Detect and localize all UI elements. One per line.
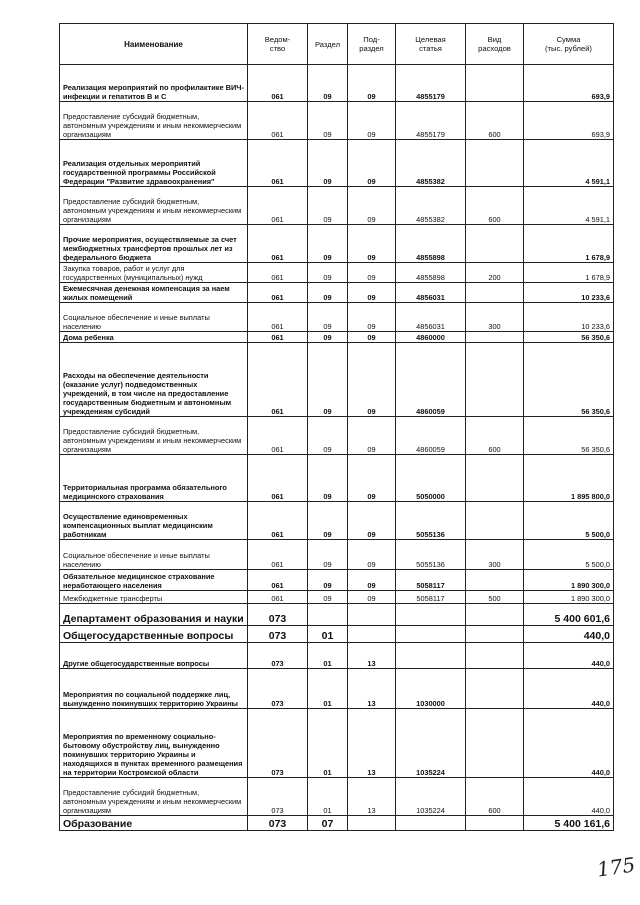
row-article: 4855179 bbox=[396, 65, 466, 102]
row-expense-type: 600 bbox=[466, 778, 524, 816]
row-article: 4855898 bbox=[396, 225, 466, 263]
row-subsection: 09 bbox=[348, 303, 396, 332]
row-expense-type bbox=[466, 455, 524, 502]
row-section: 09 bbox=[308, 332, 348, 343]
row-subsection: 09 bbox=[348, 502, 396, 540]
row-subsection: 13 bbox=[348, 778, 396, 816]
row-expense-type bbox=[466, 816, 524, 831]
row-article: 4855382 bbox=[396, 140, 466, 187]
row-amount: 440,0 bbox=[524, 778, 614, 816]
row-amount: 5 500,0 bbox=[524, 540, 614, 570]
row-name: Общегосударственные вопросы bbox=[60, 626, 248, 643]
table-row bbox=[60, 332, 614, 343]
row-section: 01 bbox=[308, 778, 348, 816]
row-amount: 1 890 300,0 bbox=[524, 591, 614, 604]
row-amount: 693,9 bbox=[524, 102, 614, 140]
row-article: 1035224 bbox=[396, 709, 466, 778]
row-dept: 061 bbox=[248, 455, 308, 502]
row-subsection bbox=[348, 816, 396, 831]
row-expense-type bbox=[466, 225, 524, 263]
row-name: Предоставление субсидий бюджетным, автономным учреждениям и иным некоммерческим организациям bbox=[60, 102, 248, 140]
row-amount: 10 233,6 bbox=[524, 303, 614, 332]
table-row bbox=[60, 570, 614, 591]
row-dept: 061 bbox=[248, 502, 308, 540]
page-number: 175 bbox=[595, 852, 637, 882]
row-subsection: 09 bbox=[348, 263, 396, 283]
row-name: Реализация отдельных мероприятий государственной программы Российской Федерации "Развитие здравоохранения" bbox=[60, 140, 248, 187]
row-subsection: 13 bbox=[348, 669, 396, 709]
row-subsection: 09 bbox=[348, 225, 396, 263]
row-section: 09 bbox=[308, 187, 348, 225]
row-article bbox=[396, 626, 466, 643]
row-article: 1035224 bbox=[396, 778, 466, 816]
table-row bbox=[60, 591, 614, 604]
table-row bbox=[60, 343, 614, 417]
row-section: 09 bbox=[308, 343, 348, 417]
row-section: 09 bbox=[308, 455, 348, 502]
row-name: Предоставление субсидий бюджетным, автономным учреждениям и иным некоммерческим организациям bbox=[60, 778, 248, 816]
row-expense-type bbox=[466, 643, 524, 669]
table-header-row bbox=[60, 24, 614, 65]
row-dept: 061 bbox=[248, 343, 308, 417]
row-dept: 061 bbox=[248, 187, 308, 225]
row-expense-type bbox=[466, 626, 524, 643]
row-dept: 073 bbox=[248, 709, 308, 778]
row-section: 09 bbox=[308, 283, 348, 303]
row-name: Осуществление единовременных компенсационных выплат медицинским работникам bbox=[60, 502, 248, 540]
table-row bbox=[60, 283, 614, 303]
row-section: 09 bbox=[308, 417, 348, 455]
header-subsection: Под- раздел bbox=[348, 24, 396, 65]
row-section: 09 bbox=[308, 65, 348, 102]
table-row bbox=[60, 540, 614, 570]
row-subsection: 09 bbox=[348, 591, 396, 604]
row-expense-type bbox=[466, 570, 524, 591]
row-subsection: 13 bbox=[348, 709, 396, 778]
row-subsection: 09 bbox=[348, 417, 396, 455]
row-section bbox=[308, 604, 348, 626]
row-name: Расходы на обеспечение деятельности (оказание услуг) подведомственных учреждений, в том числе на предоставление государственным бюджетным и автономным учреждениям субсидий bbox=[60, 343, 248, 417]
row-amount: 5 500,0 bbox=[524, 502, 614, 540]
row-article: 5058117 bbox=[396, 570, 466, 591]
row-name: Мероприятия по социальной поддержке лиц, вынужденно покинувших территорию Украины bbox=[60, 669, 248, 709]
header-section: Раздел bbox=[308, 24, 348, 65]
header-article: Целевая статья bbox=[396, 24, 466, 65]
row-name: Мероприятия по временному социально-бытовому обустройству лиц, вынужденно покинувших территорию Украины и находящихся в пунктах временного размещения на территории Костромской области bbox=[60, 709, 248, 778]
row-section: 01 bbox=[308, 709, 348, 778]
budget-table bbox=[59, 23, 614, 831]
row-expense-type: 500 bbox=[466, 591, 524, 604]
row-section: 09 bbox=[308, 502, 348, 540]
row-section: 01 bbox=[308, 669, 348, 709]
row-article: 4860000 bbox=[396, 332, 466, 343]
row-expense-type bbox=[466, 332, 524, 343]
row-article: 4856031 bbox=[396, 283, 466, 303]
row-article: 4855179 bbox=[396, 102, 466, 140]
table-row bbox=[60, 102, 614, 140]
row-subsection: 09 bbox=[348, 332, 396, 343]
row-article: 5055136 bbox=[396, 540, 466, 570]
row-subsection: 13 bbox=[348, 643, 396, 669]
row-article bbox=[396, 816, 466, 831]
row-subsection bbox=[348, 626, 396, 643]
row-article: 4860059 bbox=[396, 343, 466, 417]
row-name: Прочие мероприятия, осуществляемые за счет межбюджетных трансфертов прошлых лет из федерального бюджета bbox=[60, 225, 248, 263]
row-dept: 073 bbox=[248, 778, 308, 816]
row-dept: 061 bbox=[248, 283, 308, 303]
row-name: Департамент образования и науки bbox=[60, 604, 248, 626]
row-subsection: 09 bbox=[348, 283, 396, 303]
table-row bbox=[60, 225, 614, 263]
row-expense-type bbox=[466, 65, 524, 102]
row-name: Реализация мероприятий по профилактике ВИЧ-инфекции и гепатитов В и С bbox=[60, 65, 248, 102]
row-article: 5050000 bbox=[396, 455, 466, 502]
table-row bbox=[60, 303, 614, 332]
row-section: 09 bbox=[308, 263, 348, 283]
row-amount: 1 678,9 bbox=[524, 263, 614, 283]
row-name: Предоставление субсидий бюджетным, автономным учреждениям и иным некоммерческим организациям bbox=[60, 187, 248, 225]
row-amount: 10 233,6 bbox=[524, 283, 614, 303]
table-row bbox=[60, 643, 614, 669]
row-expense-type bbox=[466, 140, 524, 187]
row-amount: 1 890 300,0 bbox=[524, 570, 614, 591]
row-section: 09 bbox=[308, 140, 348, 187]
header-dept: Ведом- ство bbox=[248, 24, 308, 65]
row-section: 09 bbox=[308, 303, 348, 332]
row-dept: 061 bbox=[248, 303, 308, 332]
row-dept: 073 bbox=[248, 626, 308, 643]
row-section: 07 bbox=[308, 816, 348, 831]
row-amount: 4 591,1 bbox=[524, 187, 614, 225]
row-article: 4855382 bbox=[396, 187, 466, 225]
row-subsection: 09 bbox=[348, 455, 396, 502]
row-expense-type: 600 bbox=[466, 417, 524, 455]
row-expense-type bbox=[466, 283, 524, 303]
row-dept: 073 bbox=[248, 669, 308, 709]
row-section: 09 bbox=[308, 591, 348, 604]
row-article bbox=[396, 643, 466, 669]
row-name: Другие общегосударственные вопросы bbox=[60, 643, 248, 669]
row-dept: 061 bbox=[248, 332, 308, 343]
row-amount: 693,9 bbox=[524, 65, 614, 102]
row-name: Предоставление субсидий бюджетным, автономным учреждениям и иным некоммерческим организациям bbox=[60, 417, 248, 455]
row-section: 09 bbox=[308, 225, 348, 263]
header-expense-type: Вид расходов bbox=[466, 24, 524, 65]
row-name: Социальное обеспечение и иные выплаты населению bbox=[60, 303, 248, 332]
table-row bbox=[60, 65, 614, 102]
row-subsection: 09 bbox=[348, 343, 396, 417]
row-amount: 440,0 bbox=[524, 669, 614, 709]
row-name: Ежемесячная денежная компенсация за наем жилых помещений bbox=[60, 283, 248, 303]
row-expense-type bbox=[466, 604, 524, 626]
row-amount: 56 350,6 bbox=[524, 417, 614, 455]
row-dept: 061 bbox=[248, 65, 308, 102]
row-amount: 5 400 601,6 bbox=[524, 604, 614, 626]
table-row bbox=[60, 709, 614, 778]
row-subsection: 09 bbox=[348, 140, 396, 187]
row-expense-type bbox=[466, 343, 524, 417]
table-row bbox=[60, 263, 614, 283]
row-expense-type: 300 bbox=[466, 540, 524, 570]
table-row bbox=[60, 187, 614, 225]
row-name: Территориальная программа обязательного медицинского страхования bbox=[60, 455, 248, 502]
row-dept: 061 bbox=[248, 570, 308, 591]
row-article bbox=[396, 604, 466, 626]
header-name: Наименование bbox=[60, 24, 248, 65]
row-subsection: 09 bbox=[348, 187, 396, 225]
row-amount: 440,0 bbox=[524, 626, 614, 643]
row-section: 01 bbox=[308, 626, 348, 643]
row-subsection: 09 bbox=[348, 540, 396, 570]
table-row bbox=[60, 669, 614, 709]
table-row bbox=[60, 604, 614, 626]
row-subsection: 09 bbox=[348, 65, 396, 102]
row-amount: 440,0 bbox=[524, 709, 614, 778]
row-amount: 56 350,6 bbox=[524, 332, 614, 343]
table-row bbox=[60, 502, 614, 540]
row-expense-type bbox=[466, 669, 524, 709]
row-name: Обязательное медицинское страхование неработающего населения bbox=[60, 570, 248, 591]
row-amount: 1 678,9 bbox=[524, 225, 614, 263]
table-row bbox=[60, 778, 614, 816]
row-article: 4855898 bbox=[396, 263, 466, 283]
row-amount: 1 895 800,0 bbox=[524, 455, 614, 502]
row-dept: 061 bbox=[248, 417, 308, 455]
row-section: 09 bbox=[308, 102, 348, 140]
table-row bbox=[60, 816, 614, 831]
row-article: 1030000 bbox=[396, 669, 466, 709]
row-article: 4856031 bbox=[396, 303, 466, 332]
table-row bbox=[60, 455, 614, 502]
row-expense-type: 300 bbox=[466, 303, 524, 332]
table-row bbox=[60, 626, 614, 643]
row-article: 5058117 bbox=[396, 591, 466, 604]
row-expense-type: 600 bbox=[466, 102, 524, 140]
header-amount: Сумма (тыс. рублей) bbox=[524, 24, 614, 65]
row-dept: 061 bbox=[248, 591, 308, 604]
row-subsection: 09 bbox=[348, 102, 396, 140]
row-amount: 56 350,6 bbox=[524, 343, 614, 417]
row-expense-type bbox=[466, 502, 524, 540]
row-dept: 061 bbox=[248, 263, 308, 283]
row-section: 09 bbox=[308, 540, 348, 570]
table-body bbox=[60, 65, 614, 831]
row-name: Дома ребенка bbox=[60, 332, 248, 343]
table-row bbox=[60, 140, 614, 187]
row-subsection: 09 bbox=[348, 570, 396, 591]
row-dept: 073 bbox=[248, 816, 308, 831]
row-amount: 4 591,1 bbox=[524, 140, 614, 187]
row-section: 01 bbox=[308, 643, 348, 669]
row-amount: 5 400 161,6 bbox=[524, 816, 614, 831]
row-section: 09 bbox=[308, 570, 348, 591]
row-name: Образование bbox=[60, 816, 248, 831]
row-expense-type: 600 bbox=[466, 187, 524, 225]
table-row bbox=[60, 417, 614, 455]
row-dept: 061 bbox=[248, 225, 308, 263]
row-name: Социальное обеспечение и иные выплаты населению bbox=[60, 540, 248, 570]
row-article: 5055136 bbox=[396, 502, 466, 540]
row-name: Межбюджетные трансферты bbox=[60, 591, 248, 604]
row-dept: 073 bbox=[248, 643, 308, 669]
row-expense-type: 200 bbox=[466, 263, 524, 283]
row-dept: 061 bbox=[248, 140, 308, 187]
row-name: Закупка товаров, работ и услуг для государственных (муниципальных) нужд bbox=[60, 263, 248, 283]
row-dept: 061 bbox=[248, 102, 308, 140]
row-expense-type bbox=[466, 709, 524, 778]
row-dept: 073 bbox=[248, 604, 308, 626]
row-dept: 061 bbox=[248, 540, 308, 570]
row-subsection bbox=[348, 604, 396, 626]
row-amount: 440,0 bbox=[524, 643, 614, 669]
row-article: 4860059 bbox=[396, 417, 466, 455]
